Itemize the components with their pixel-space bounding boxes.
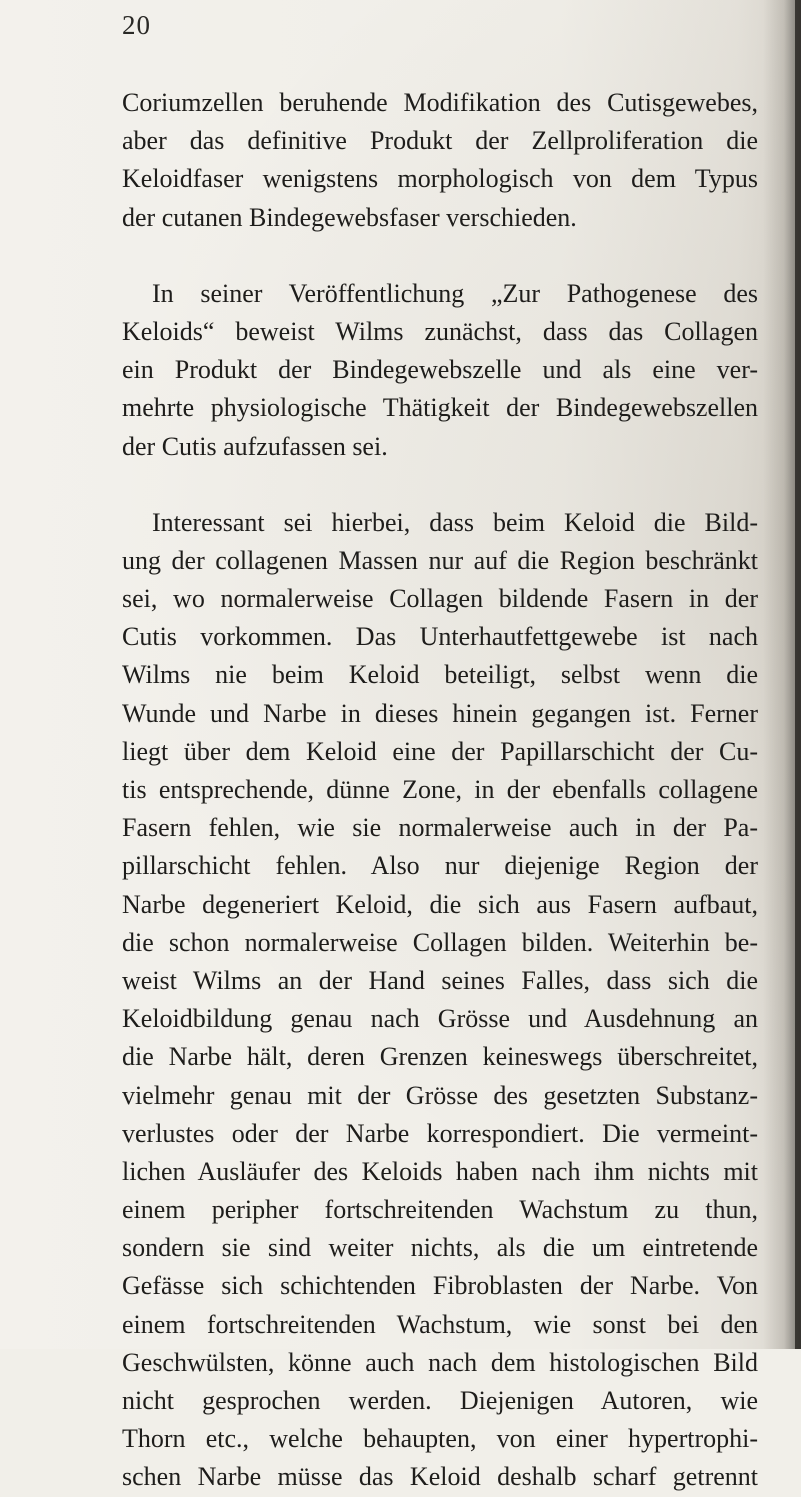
paragraph-3 [122, 504, 758, 1497]
text-line: Fasern fehlen, wie sie normalerweise auch in der Pa- [122, 813, 758, 843]
text-line: pillarschicht fehlen. Also nur diejenige Region der [122, 851, 758, 881]
text-line: sondern sie sind weiter nichts, als die um eintretende [122, 1233, 758, 1263]
text-line: ein Produkt der Bindegewebszelle und als eine ver- [122, 355, 758, 385]
paragraph-2 [122, 275, 758, 466]
text-line: der cutanen Bindegewebsfaser verschieden. [122, 202, 577, 232]
text-line: vielmehr genau mit der Grösse des gesetzten Substanz- [122, 1080, 758, 1110]
text-line: der Cutis aufzufassen sei. [122, 431, 388, 461]
text-line: Gefässe sich schichtenden Fibroblasten der Narbe. Von [122, 1271, 758, 1301]
text-line: die schon normalerweise Collagen bilden. Weiterhin be- [122, 927, 758, 957]
text-line: In seiner Veröffentlichung „Zur Pathogenese des [152, 278, 758, 308]
text-line: liegt über dem Keloid eine der Papillarschicht der Cu- [122, 736, 758, 766]
text-line: Keloidbildung genau nach Grösse und Ausdehnung an [122, 1004, 758, 1034]
text-line: aber das definitive Produkt der Zellproliferation die [122, 126, 758, 156]
paragraph-1 [122, 84, 758, 237]
text-line: tis entsprechende, dünne Zone, in der ebenfalls collagene [122, 775, 758, 804]
text-line: Interessant sei hierbei, dass beim Keloid die Bild- [152, 507, 758, 537]
text-line: Coriumzellen beruhende Modifikation des Cutisgewebes, [122, 88, 758, 117]
body-text [122, 84, 758, 1497]
text-line: Keloidfaser wenigstens morphologisch von dem Typus [122, 164, 758, 194]
text-line: Cutis vorkommen. Das Unterhautfettgewebe ist nach [122, 622, 758, 652]
text-line: einem fortschreitenden Wachstum, wie sonst bei den [122, 1309, 758, 1339]
text-line: verlustes oder der Narbe korrespondiert. Die vermeint- [122, 1118, 758, 1148]
text-line: Keloids“ beweist Wilms zunächst, dass das Collagen [122, 316, 758, 346]
text-line: schen Narbe müsse das Keloid deshalb scharf getrennt [122, 1462, 758, 1492]
text-line: Wilms nie beim Keloid beteiligt, selbst wenn die [122, 660, 758, 690]
text-line: ung der collagenen Massen nur auf die Region beschränkt [122, 545, 758, 575]
text-line: Wunde und Narbe in dieses hinein gegangen ist. Ferner [122, 698, 758, 728]
text-line: lichen Ausläufer des Keloids haben nach ihm nichts mit [122, 1156, 758, 1186]
text-line: die Narbe hält, deren Grenzen keineswegs überschreitet, [122, 1042, 758, 1072]
text-line: Narbe degeneriert Keloid, die sich aus Fasern aufbaut, [122, 889, 758, 919]
text-line: Thorn etc., welche behaupten, von einer hypertrophi- [122, 1424, 758, 1454]
text-line: Geschwülsten, könne auch nach dem histologischen Bild [122, 1347, 758, 1377]
text-line: nicht gesprochen werden. Diejenigen Autoren, wie [122, 1386, 758, 1415]
text-line: mehrte physiologische Thätigkeit der Bindegewebszellen [122, 393, 758, 423]
text-line: sei, wo normalerweise Collagen bildende Fasern in der [122, 584, 758, 614]
text-line: einem peripher fortschreitenden Wachstum zu thun, [122, 1195, 758, 1225]
spine-edge [795, 0, 801, 1349]
page-number: 20 [122, 10, 151, 40]
text-line: weist Wilms an der Hand seines Falles, dass sich die [122, 965, 758, 995]
